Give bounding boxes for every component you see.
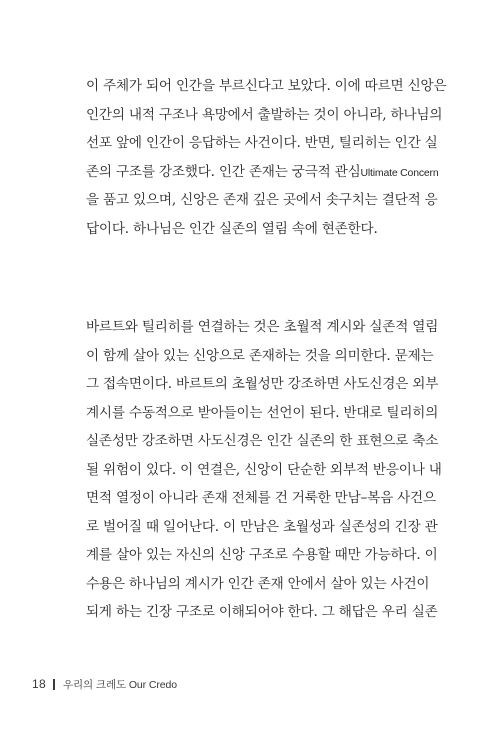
text-line: 선포 앞에 인간이 응답하는 사건이다. 반면, 틸리히는 인간 실 xyxy=(86,135,438,151)
running-title: 우리의 크레도 Our Credo xyxy=(62,678,177,691)
paragraph-1 xyxy=(86,72,447,243)
text-line: 될 위험이 있다. 이 연결은, 신앙이 단순한 외부적 반응이나 내 xyxy=(86,461,442,478)
text-line: 이 함께 살아 있는 신앙으로 존재하는 것을 의미한다. 문제는 xyxy=(86,347,434,364)
paragraph-2 xyxy=(86,313,442,627)
text-line: 인간의 내적 구조나 욕망에서 출발하는 것이 아니라, 하나님의 xyxy=(86,106,443,123)
text-line: 실존성만 강조하면 사도신경은 인간 실존의 한 표현으로 축소 xyxy=(86,433,439,449)
page-number: 18 xyxy=(32,677,46,691)
text-line: 바르트와 틸리히를 연결하는 것은 초월적 계시와 실존적 열림 xyxy=(86,319,439,335)
text-line: 계시를 수동적으로 받아들이는 선언이 된다. 반대로 틸리히의 xyxy=(86,404,439,421)
text-line-korean: 존의 구조를 강조했다. 인간 존재는 궁극적 관심 xyxy=(86,163,361,180)
text-line: 그 접속면이다. 바르트의 초월성만 강조하면 사도신경은 외부 xyxy=(86,376,439,392)
text-line: 이 주체가 되어 인간을 부르신다고 보았다. 이에 따르면 신앙은 xyxy=(86,78,447,94)
text-line: 면적 열정이 아니라 존재 전체를 건 거룩한 만남–복음 사건으 xyxy=(86,490,436,506)
text-line-with-english-term xyxy=(86,158,439,187)
text-line: 되게 하는 긴장 구조로 이해되어야 한다. 그 해답은 우리 실존 xyxy=(86,604,438,620)
footer-divider xyxy=(53,679,55,690)
text-line: 을 품고 있으며, 신앙은 존재 깊은 곳에서 솟구치는 결단적 응 xyxy=(86,192,438,208)
text-line: 답이다. 하나님은 인간 실존의 열림 속에 현존한다. xyxy=(86,220,378,237)
text-line: 계를 살아 있는 자신의 신앙 구조로 수용할 때만 가능하다. 이 xyxy=(86,547,438,563)
text-line: 수용은 하나님의 계시가 인간 존재 안에서 살아 있는 사건이 xyxy=(86,575,430,592)
english-term: Ultimate Concern xyxy=(360,166,439,179)
text-line: 로 벌어질 때 일어난다. 이 만남은 초월성과 실존성의 긴장 관 xyxy=(86,518,438,535)
page-footer xyxy=(32,676,177,692)
